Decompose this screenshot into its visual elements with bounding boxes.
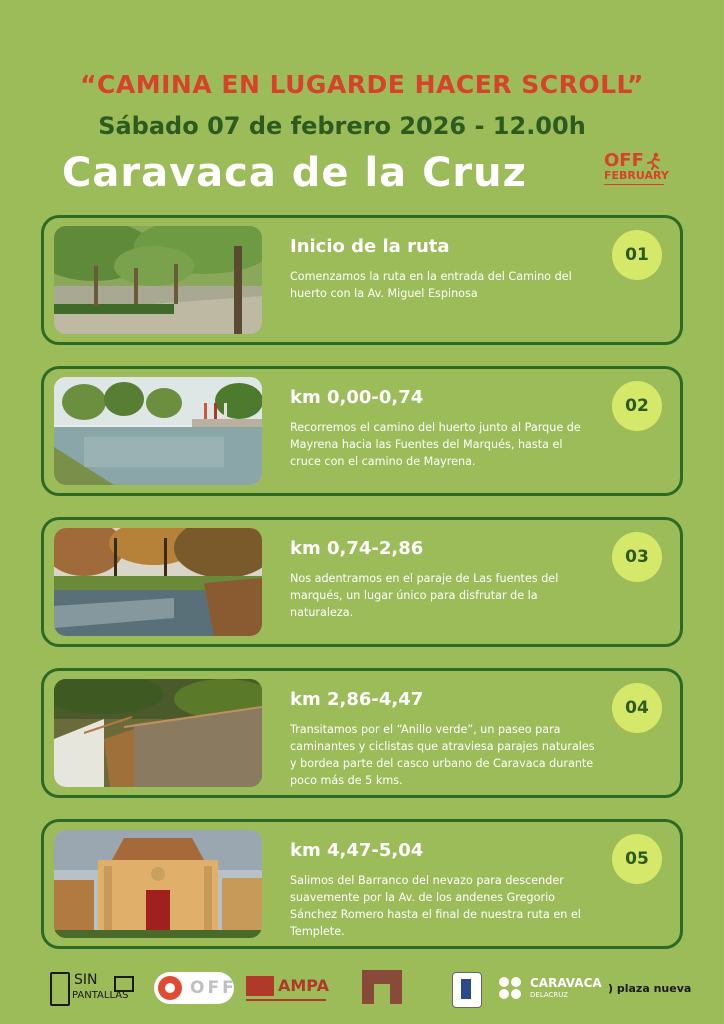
stop-number-badge: 01 xyxy=(612,230,662,280)
sin-pantallas-logo xyxy=(50,972,134,1008)
stop-description: Transitamos por el “Anillo verde”, un paseo para caminantes y ciclistas que atraviesa parajes naturales y bordea parte del casco urbano de Caravaca durante poco más de 5 kms. xyxy=(290,723,595,787)
park-path-photo xyxy=(54,226,262,334)
boardwalk-photo xyxy=(54,679,262,787)
stop-title: km 2,86-4,47 xyxy=(290,689,424,710)
stop-title: km 0,00-0,74 xyxy=(290,387,424,408)
runner-icon xyxy=(646,152,662,170)
off-february-logo xyxy=(604,152,668,202)
caravaca-cross-icon xyxy=(494,972,526,1004)
stop-description: Salimos del Barranco del nevazo para descender suavemente por la Av. de los andenes Gregorio Sánchez Romero hasta el final de nuestra ruta en el Templete. xyxy=(290,874,581,938)
route-stop-card xyxy=(41,668,683,798)
autumn-stream-photo xyxy=(54,528,262,636)
off-logo-text: OFF xyxy=(604,150,644,171)
stop-number-badge: 02 xyxy=(612,381,662,431)
stop-description: Nos adentramos en el paraje de Las fuentes del marqués, un lugar único para disfrutar de la naturaleza. xyxy=(290,572,559,619)
pantallas-text: PANTALLAS xyxy=(72,990,129,1001)
conservatorio-logo xyxy=(362,970,402,1004)
stop-number-badge: 03 xyxy=(612,532,662,582)
stop-description: Recorremos el camino del huerto junto al Parque de Mayrena hacia las Fuentes del Marqués, hasta el cruce con el camino de Mayrena. xyxy=(290,421,581,468)
stop-title: km 0,74-2,86 xyxy=(290,538,424,559)
off-round-logo xyxy=(154,972,237,1004)
event-city: Caravaca de la Cruz xyxy=(62,150,527,196)
sin-text: SIN xyxy=(74,972,98,988)
event-slogan: “CAMINA EN LUGARDE HACER SCROLL” xyxy=(80,70,644,99)
logo-underline xyxy=(604,184,664,189)
pond-photo xyxy=(54,377,262,485)
stop-number-badge: 04 xyxy=(612,683,662,733)
caravaca-text: CARAVACA xyxy=(530,976,602,990)
stop-number-badge: 05 xyxy=(612,834,662,884)
templete-photo xyxy=(54,830,262,938)
ampa-logo xyxy=(246,974,329,1002)
route-stop-card xyxy=(41,819,683,949)
stop-title: km 4,47-5,04 xyxy=(290,840,424,861)
event-date: Sábado 07 de febrero 2026 - 12.00h xyxy=(98,112,586,140)
stop-description: Comenzamos la ruta en la entrada del Camino del huerto con la Av. Miguel Espinosa xyxy=(290,270,572,300)
stop-title: Inicio de la ruta xyxy=(290,236,450,257)
february-logo-text: FEBRUARY xyxy=(604,169,669,182)
delacruz-text: DELACRUZ xyxy=(530,991,569,999)
caravaca-logo xyxy=(494,972,614,1008)
town-crest-icon xyxy=(452,972,482,1008)
off-round-text: OFF xyxy=(190,978,237,998)
plaza-nueva-logo: ) plaza nueva xyxy=(608,982,692,995)
sponsor-logos xyxy=(0,966,724,1016)
ampa-text: AMPA xyxy=(278,976,329,995)
route-stop-card xyxy=(41,215,683,345)
route-stop-card xyxy=(41,517,683,647)
route-stop-card xyxy=(41,366,683,496)
